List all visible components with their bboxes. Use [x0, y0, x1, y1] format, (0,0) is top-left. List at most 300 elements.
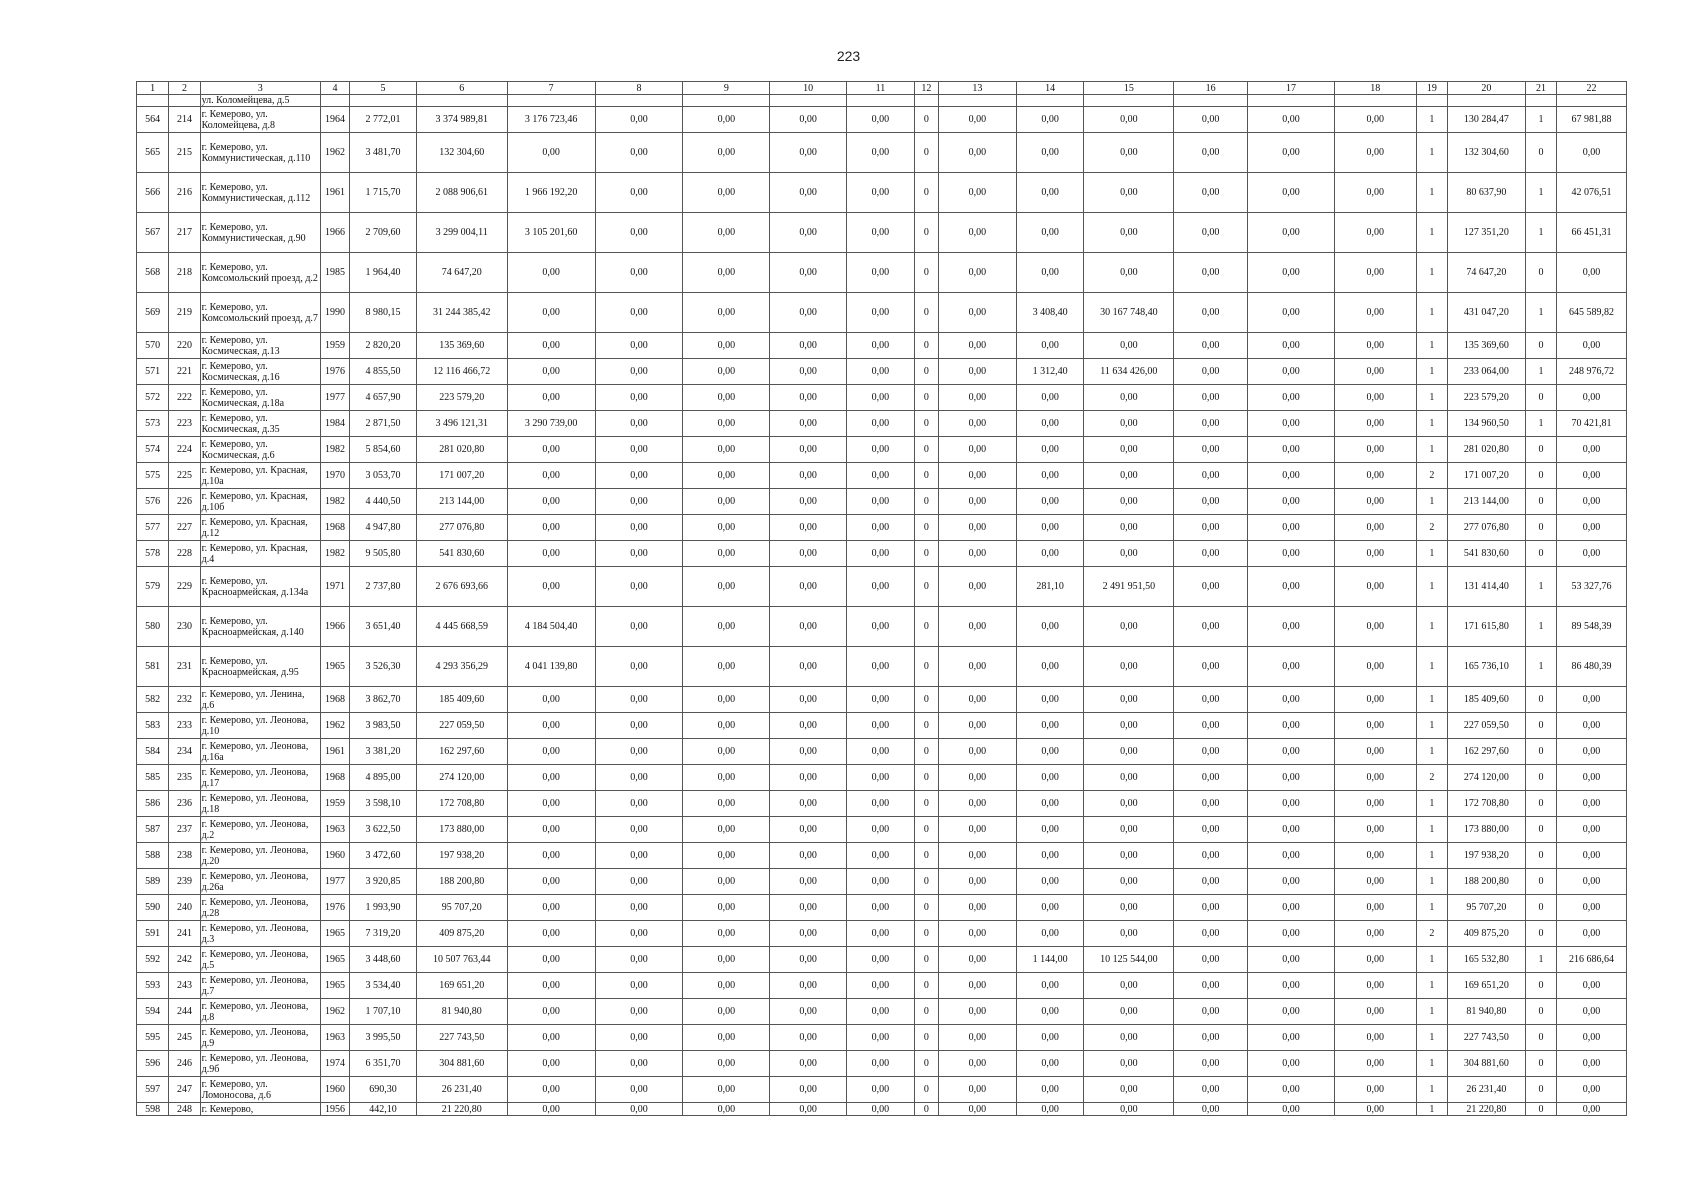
- col18-cell: 0,00: [1334, 253, 1416, 293]
- table-row: [137, 411, 1627, 437]
- item-number: 220: [169, 333, 200, 359]
- col9-cell: 0,00: [683, 293, 770, 333]
- row-number: 590: [137, 895, 169, 921]
- item-number: 221: [169, 359, 200, 385]
- col15-cell: 0,00: [1084, 133, 1174, 173]
- item-number: 217: [169, 213, 200, 253]
- col12-cell: 0: [914, 541, 938, 567]
- col6-cell: 274 120,00: [416, 765, 507, 791]
- col16-cell: 0,00: [1174, 1077, 1248, 1103]
- col15-cell: 0,00: [1084, 333, 1174, 359]
- col21-cell: 0: [1525, 843, 1556, 869]
- col8-cell: 0,00: [595, 567, 683, 607]
- col14-cell: 0,00: [1016, 869, 1084, 895]
- col12-cell: 0: [914, 1103, 938, 1116]
- address-cell: г. Кемерово, ул. Красноармейская, д.140: [200, 607, 320, 647]
- col12-cell: 0: [914, 973, 938, 999]
- col15-cell: 30 167 748,40: [1084, 293, 1174, 333]
- col9-cell: 0,00: [683, 107, 770, 133]
- col6-cell: 162 297,60: [416, 739, 507, 765]
- col7-cell: 0,00: [507, 1103, 595, 1116]
- col12-cell: 0: [914, 817, 938, 843]
- address-cell: г. Кемерово, ул. Красная, д.10б: [200, 489, 320, 515]
- area-cell: 3 526,30: [350, 647, 417, 687]
- item-number: 226: [169, 489, 200, 515]
- col16-cell: 0,00: [1174, 385, 1248, 411]
- col22-cell: 216 686,64: [1557, 947, 1627, 973]
- col17-cell: 0,00: [1248, 213, 1335, 253]
- col14-cell: 0,00: [1016, 437, 1084, 463]
- col10-cell: 0,00: [770, 107, 847, 133]
- col8-cell: 0,00: [595, 973, 683, 999]
- column-header: 6: [416, 82, 507, 95]
- col19-cell: 1: [1416, 713, 1447, 739]
- col16-cell: 0,00: [1174, 463, 1248, 489]
- col15-cell: 0,00: [1084, 437, 1174, 463]
- col19-cell: 2: [1416, 921, 1447, 947]
- table-row: [137, 333, 1627, 359]
- col12-cell: 0: [914, 607, 938, 647]
- area-cell: 1 707,10: [350, 999, 417, 1025]
- col14-cell: 1 144,00: [1016, 947, 1084, 973]
- col21-cell: 1: [1525, 173, 1556, 213]
- col15-cell: 0,00: [1084, 463, 1174, 489]
- col14-cell: 3 408,40: [1016, 293, 1084, 333]
- col6-cell: 135 369,60: [416, 333, 507, 359]
- address-cell: г. Кемерово, ул. Леонова, д.7: [200, 973, 320, 999]
- col10-cell: 0,00: [770, 895, 847, 921]
- row-number: 586: [137, 791, 169, 817]
- year-cell: 1990: [320, 293, 349, 333]
- col22-cell: 0,00: [1557, 1025, 1627, 1051]
- col7-cell: 1 966 192,20: [507, 173, 595, 213]
- col19-cell: 1: [1416, 817, 1447, 843]
- col8-cell: 0,00: [595, 607, 683, 647]
- column-header: 5: [350, 82, 417, 95]
- col7-cell: 0,00: [507, 843, 595, 869]
- col7-cell: 0,00: [507, 1025, 595, 1051]
- col15-cell: 0,00: [1084, 489, 1174, 515]
- col14-cell: 0,00: [1016, 687, 1084, 713]
- year-cell: 1982: [320, 541, 349, 567]
- col6-cell: 95 707,20: [416, 895, 507, 921]
- col20-cell: 227 059,50: [1448, 713, 1526, 739]
- col12-cell: 0: [914, 687, 938, 713]
- table-row: [137, 843, 1627, 869]
- row-number: 572: [137, 385, 169, 411]
- col22-cell: 0,00: [1557, 541, 1627, 567]
- col13-cell: 0,00: [938, 567, 1016, 607]
- col18-cell: 0,00: [1334, 1025, 1416, 1051]
- col12-cell: 0: [914, 1077, 938, 1103]
- col7-cell: 3 290 739,00: [507, 411, 595, 437]
- col13-cell: 0,00: [938, 133, 1016, 173]
- col17-cell: 0,00: [1248, 489, 1335, 515]
- col9-cell: 0,00: [683, 541, 770, 567]
- col9-cell: 0,00: [683, 333, 770, 359]
- col12-cell: 0: [914, 567, 938, 607]
- col21-cell: 0: [1525, 385, 1556, 411]
- table-row: [137, 1025, 1627, 1051]
- col6-cell: 2 088 906,61: [416, 173, 507, 213]
- item-number: 231: [169, 647, 200, 687]
- address-cell: г. Кемерово, ул. Красноармейская, д.134а: [200, 567, 320, 607]
- col17-cell: 0,00: [1248, 333, 1335, 359]
- col10-cell: 0,00: [770, 437, 847, 463]
- col20-cell: 26 231,40: [1448, 1077, 1526, 1103]
- table-row: [137, 973, 1627, 999]
- col14-cell: 0,00: [1016, 515, 1084, 541]
- col9-cell: 0,00: [683, 713, 770, 739]
- col11-cell: 0,00: [847, 647, 915, 687]
- area-cell: 4 657,90: [350, 385, 417, 411]
- col7-cell: 0,00: [507, 791, 595, 817]
- col16-cell: 0,00: [1174, 1051, 1248, 1077]
- col15-cell: 0,00: [1084, 999, 1174, 1025]
- year-cell: 1984: [320, 411, 349, 437]
- col18-cell: 0,00: [1334, 359, 1416, 385]
- item-number: 227: [169, 515, 200, 541]
- col19-cell: 1: [1416, 947, 1447, 973]
- col19-cell: 1: [1416, 843, 1447, 869]
- table-row: [137, 173, 1627, 213]
- col15-cell: 0,00: [1084, 765, 1174, 791]
- col11-cell: 0,00: [847, 1077, 915, 1103]
- column-header: 20: [1448, 82, 1526, 95]
- col8-cell: 0,00: [595, 739, 683, 765]
- address-cell: г. Кемерово, ул. Леонова, д.3: [200, 921, 320, 947]
- col20-cell: 223 579,20: [1448, 385, 1526, 411]
- col14-cell: 0,00: [1016, 713, 1084, 739]
- col7-cell: 0,00: [507, 895, 595, 921]
- col18-cell: 0,00: [1334, 973, 1416, 999]
- address-cell: г. Кемерово, ул. Коммунистическая, д.90: [200, 213, 320, 253]
- col20-cell: 131 414,40: [1448, 567, 1526, 607]
- col17-cell: 0,00: [1248, 359, 1335, 385]
- col11-cell: 0,00: [847, 107, 915, 133]
- col17-cell: 0,00: [1248, 713, 1335, 739]
- address-cell: г. Кемерово, ул. Леонова, д.9б: [200, 1051, 320, 1077]
- address-cell: г. Кемерово, ул. Леонова, д.17: [200, 765, 320, 791]
- col10-cell: 0,00: [770, 817, 847, 843]
- col17-cell: 0,00: [1248, 647, 1335, 687]
- col10-cell: 0,00: [770, 253, 847, 293]
- table-row: [137, 213, 1627, 253]
- col15-cell: 0,00: [1084, 515, 1174, 541]
- col14-cell: 0,00: [1016, 1103, 1084, 1116]
- col8-cell: 0,00: [595, 817, 683, 843]
- col19-cell: 1: [1416, 411, 1447, 437]
- col7-cell: 0,00: [507, 765, 595, 791]
- col8-cell: 0,00: [595, 253, 683, 293]
- col6-cell: 197 938,20: [416, 843, 507, 869]
- row-number: 576: [137, 489, 169, 515]
- col16-cell: 0,00: [1174, 541, 1248, 567]
- col22-cell: 0,00: [1557, 463, 1627, 489]
- row-number: 598: [137, 1103, 169, 1116]
- col12-cell: 0: [914, 1025, 938, 1051]
- table-row: [137, 1051, 1627, 1077]
- address-cell: г. Кемерово, ул. Космическая, д.18а: [200, 385, 320, 411]
- col6-cell: 188 200,80: [416, 869, 507, 895]
- address-cell: г. Кемерово, ул. Комсомольский проезд, д.7: [200, 293, 320, 333]
- item-number: 241: [169, 921, 200, 947]
- col15-cell: 0,00: [1084, 173, 1174, 213]
- col8-cell: 0,00: [595, 437, 683, 463]
- col21-cell: 1: [1525, 947, 1556, 973]
- col22-cell: 67 981,88: [1557, 107, 1627, 133]
- column-header: 18: [1334, 82, 1416, 95]
- row-number: 567: [137, 213, 169, 253]
- col12-cell: 0: [914, 515, 938, 541]
- continuation-row: [137, 95, 1627, 107]
- col12-cell: 0: [914, 895, 938, 921]
- row-number: 580: [137, 607, 169, 647]
- col13-cell: 0,00: [938, 921, 1016, 947]
- year-cell: 1968: [320, 687, 349, 713]
- year-cell: 1982: [320, 437, 349, 463]
- col11-cell: 0,00: [847, 541, 915, 567]
- col14-cell: 0,00: [1016, 765, 1084, 791]
- col19-cell: 1: [1416, 1051, 1447, 1077]
- address-cell: г. Кемерово, ул. Леонова, д.9: [200, 1025, 320, 1051]
- col15-cell: 0,00: [1084, 541, 1174, 567]
- col12-cell: 0: [914, 1051, 938, 1077]
- col21-cell: 1: [1525, 213, 1556, 253]
- item-number: 223: [169, 411, 200, 437]
- col14-cell: 0,00: [1016, 1025, 1084, 1051]
- col9-cell: 0,00: [683, 739, 770, 765]
- col10-cell: 0,00: [770, 869, 847, 895]
- col18-cell: 0,00: [1334, 463, 1416, 489]
- col17-cell: 0,00: [1248, 133, 1335, 173]
- col15-cell: 10 125 544,00: [1084, 947, 1174, 973]
- col17-cell: 0,00: [1248, 1103, 1335, 1116]
- col15-cell: 11 634 426,00: [1084, 359, 1174, 385]
- col22-cell: 0,00: [1557, 713, 1627, 739]
- col21-cell: 1: [1525, 293, 1556, 333]
- row-number: 571: [137, 359, 169, 385]
- col16-cell: 0,00: [1174, 489, 1248, 515]
- item-number: 239: [169, 869, 200, 895]
- col9-cell: 0,00: [683, 999, 770, 1025]
- col6-cell: 213 144,00: [416, 489, 507, 515]
- col8-cell: 0,00: [595, 515, 683, 541]
- col8-cell: 0,00: [595, 385, 683, 411]
- col16-cell: 0,00: [1174, 817, 1248, 843]
- col6-cell: 173 880,00: [416, 817, 507, 843]
- col18-cell: 0,00: [1334, 895, 1416, 921]
- col18-cell: 0,00: [1334, 947, 1416, 973]
- col14-cell: 0,00: [1016, 791, 1084, 817]
- row-number: 581: [137, 647, 169, 687]
- col7-cell: 0,00: [507, 489, 595, 515]
- col9-cell: 0,00: [683, 817, 770, 843]
- col7-cell: 0,00: [507, 687, 595, 713]
- col10-cell: 0,00: [770, 713, 847, 739]
- col22-cell: 248 976,72: [1557, 359, 1627, 385]
- area-cell: 3 448,60: [350, 947, 417, 973]
- col9-cell: 0,00: [683, 359, 770, 385]
- col20-cell: 173 880,00: [1448, 817, 1526, 843]
- col17-cell: 0,00: [1248, 515, 1335, 541]
- table-row: [137, 133, 1627, 173]
- col14-cell: 0,00: [1016, 647, 1084, 687]
- col13-cell: 0,00: [938, 973, 1016, 999]
- col16-cell: 0,00: [1174, 1103, 1248, 1116]
- col18-cell: 0,00: [1334, 489, 1416, 515]
- col13-cell: 0,00: [938, 213, 1016, 253]
- col10-cell: 0,00: [770, 791, 847, 817]
- col11-cell: 0,00: [847, 791, 915, 817]
- col16-cell: 0,00: [1174, 607, 1248, 647]
- col9-cell: 0,00: [683, 385, 770, 411]
- table-row: [137, 713, 1627, 739]
- col8-cell: 0,00: [595, 359, 683, 385]
- area-cell: 2 820,20: [350, 333, 417, 359]
- col11-cell: 0,00: [847, 567, 915, 607]
- col18-cell: 0,00: [1334, 213, 1416, 253]
- col10-cell: 0,00: [770, 515, 847, 541]
- address-cell: г. Кемерово, ул. Леонова, д.20: [200, 843, 320, 869]
- col6-cell: 185 409,60: [416, 687, 507, 713]
- col13-cell: 0,00: [938, 437, 1016, 463]
- col21-cell: 0: [1525, 515, 1556, 541]
- col10-cell: 0,00: [770, 213, 847, 253]
- col14-cell: 0,00: [1016, 213, 1084, 253]
- col21-cell: 0: [1525, 1077, 1556, 1103]
- year-cell: 1965: [320, 947, 349, 973]
- table-row: [137, 541, 1627, 567]
- col15-cell: 0,00: [1084, 1051, 1174, 1077]
- col17-cell: 0,00: [1248, 607, 1335, 647]
- col20-cell: 130 284,47: [1448, 107, 1526, 133]
- col6-cell: 132 304,60: [416, 133, 507, 173]
- col19-cell: 1: [1416, 359, 1447, 385]
- col22-cell: 0,00: [1557, 999, 1627, 1025]
- col10-cell: 0,00: [770, 541, 847, 567]
- col22-cell: 0,00: [1557, 687, 1627, 713]
- col17-cell: 0,00: [1248, 739, 1335, 765]
- col16-cell: 0,00: [1174, 333, 1248, 359]
- col13-cell: 0,00: [938, 359, 1016, 385]
- col14-cell: 0,00: [1016, 385, 1084, 411]
- col14-cell: 0,00: [1016, 541, 1084, 567]
- col8-cell: 0,00: [595, 869, 683, 895]
- col14-cell: 0,00: [1016, 253, 1084, 293]
- col13-cell: 0,00: [938, 173, 1016, 213]
- col9-cell: 0,00: [683, 843, 770, 869]
- col15-cell: 0,00: [1084, 713, 1174, 739]
- col12-cell: 0: [914, 921, 938, 947]
- item-number: 214: [169, 107, 200, 133]
- col11-cell: 0,00: [847, 843, 915, 869]
- col9-cell: 0,00: [683, 463, 770, 489]
- item-number: 230: [169, 607, 200, 647]
- item-number: 242: [169, 947, 200, 973]
- col11-cell: 0,00: [847, 895, 915, 921]
- col15-cell: 0,00: [1084, 869, 1174, 895]
- column-header: 3: [200, 82, 320, 95]
- col8-cell: 0,00: [595, 843, 683, 869]
- col6-cell: 172 708,80: [416, 791, 507, 817]
- col17-cell: 0,00: [1248, 437, 1335, 463]
- col22-cell: 66 451,31: [1557, 213, 1627, 253]
- col9-cell: 0,00: [683, 607, 770, 647]
- col15-cell: 0,00: [1084, 1025, 1174, 1051]
- col11-cell: 0,00: [847, 947, 915, 973]
- year-cell: 1977: [320, 869, 349, 895]
- col12-cell: 0: [914, 385, 938, 411]
- col20-cell: 227 743,50: [1448, 1025, 1526, 1051]
- col22-cell: 0,00: [1557, 1051, 1627, 1077]
- col16-cell: 0,00: [1174, 107, 1248, 133]
- col22-cell: 0,00: [1557, 253, 1627, 293]
- col6-cell: 223 579,20: [416, 385, 507, 411]
- col9-cell: 0,00: [683, 973, 770, 999]
- col11-cell: 0,00: [847, 1025, 915, 1051]
- col15-cell: 0,00: [1084, 921, 1174, 947]
- col12-cell: 0: [914, 293, 938, 333]
- address-cell: г. Кемерово, ул. Красноармейская, д.95: [200, 647, 320, 687]
- col10-cell: 0,00: [770, 489, 847, 515]
- col10-cell: 0,00: [770, 173, 847, 213]
- item-number: 244: [169, 999, 200, 1025]
- col8-cell: 0,00: [595, 541, 683, 567]
- col14-cell: 0,00: [1016, 1077, 1084, 1103]
- col8-cell: 0,00: [595, 1025, 683, 1051]
- col21-cell: 0: [1525, 921, 1556, 947]
- column-header: 8: [595, 82, 683, 95]
- col16-cell: 0,00: [1174, 359, 1248, 385]
- year-cell: 1982: [320, 489, 349, 515]
- col18-cell: 0,00: [1334, 607, 1416, 647]
- col7-cell: 4 184 504,40: [507, 607, 595, 647]
- row-number: 568: [137, 253, 169, 293]
- col17-cell: 0,00: [1248, 843, 1335, 869]
- address-cell: г. Кемерово, ул. Леонова, д.8: [200, 999, 320, 1025]
- col11-cell: 0,00: [847, 333, 915, 359]
- col15-cell: 0,00: [1084, 385, 1174, 411]
- address-cell: г. Кемерово, ул. Космическая, д.6: [200, 437, 320, 463]
- table-row: [137, 359, 1627, 385]
- col10-cell: 0,00: [770, 385, 847, 411]
- col16-cell: 0,00: [1174, 973, 1248, 999]
- col9-cell: 0,00: [683, 947, 770, 973]
- col10-cell: 0,00: [770, 999, 847, 1025]
- col22-cell: 0,00: [1557, 437, 1627, 463]
- table-row: [137, 437, 1627, 463]
- year-cell: 1959: [320, 791, 349, 817]
- col20-cell: 431 047,20: [1448, 293, 1526, 333]
- col6-cell: 541 830,60: [416, 541, 507, 567]
- item-number: 228: [169, 541, 200, 567]
- col19-cell: 1: [1416, 333, 1447, 359]
- row-number: 573: [137, 411, 169, 437]
- year-cell: 1959: [320, 333, 349, 359]
- col21-cell: 1: [1525, 607, 1556, 647]
- col11-cell: 0,00: [847, 687, 915, 713]
- col12-cell: 0: [914, 647, 938, 687]
- col20-cell: 188 200,80: [1448, 869, 1526, 895]
- col14-cell: 0,00: [1016, 999, 1084, 1025]
- col17-cell: 0,00: [1248, 385, 1335, 411]
- col10-cell: 0,00: [770, 411, 847, 437]
- col12-cell: 0: [914, 133, 938, 173]
- col12-cell: 0: [914, 463, 938, 489]
- area-cell: 1 964,40: [350, 253, 417, 293]
- year-cell: 1964: [320, 107, 349, 133]
